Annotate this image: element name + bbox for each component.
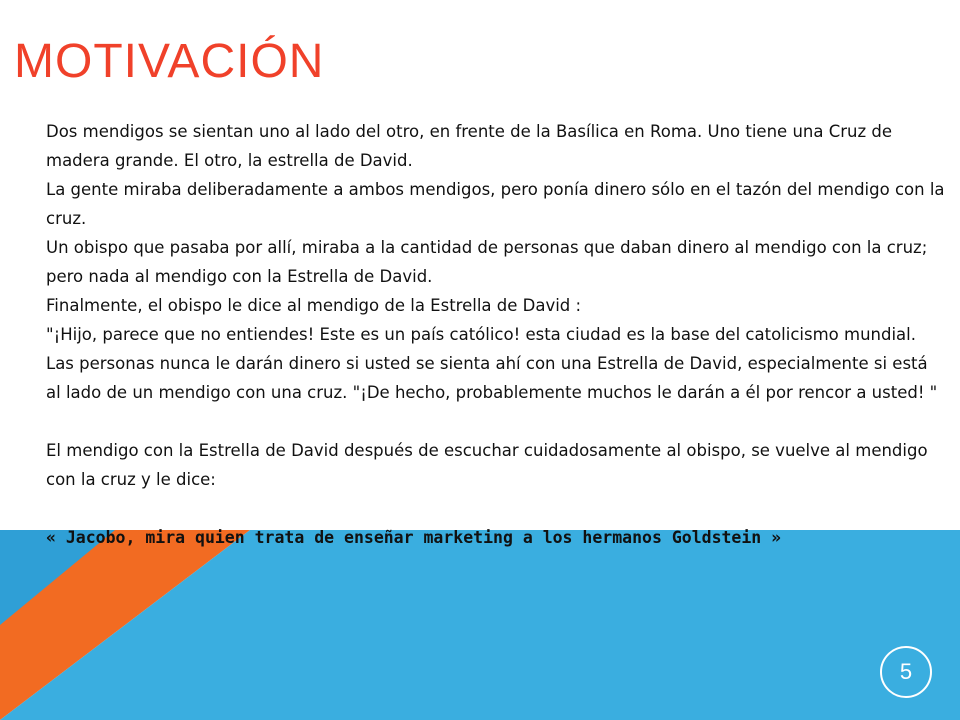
- paragraph-spacer: [46, 407, 946, 436]
- paragraph-1: Dos mendigos se sientan uno al lado del otro, en frente de la Basílica en Roma. Uno tiene una Cruz de madera grande. El otro, la estrella de David.: [46, 122, 893, 170]
- paragraph-2: La gente miraba deliberadamente a ambos mendigos, pero ponía dinero sólo en el tazón del mendigo con la cruz.: [46, 180, 945, 228]
- paragraph-7: El mendigo con la Estrella de David después de escuchar cuidadosamente al obispo, se vuelve al mendigo con la cruz y le dice:: [46, 441, 928, 489]
- paragraph-spacer: [46, 494, 946, 523]
- slide-body: [46, 117, 946, 552]
- punchline-quote: « Jacobo, mira quien trata de enseñar marketing a los hermanos Goldstein »: [46, 528, 782, 547]
- paragraph-4: Finalmente, el obispo le dice al mendigo de la Estrella de David :: [46, 296, 582, 315]
- page-number-badge: 5: [880, 646, 932, 698]
- paragraph-3: Un obispo que pasaba por allí, miraba a la cantidad de personas que daban dinero al mendigo con la cruz; pero nada al mendigo con la Estrella de David.: [46, 238, 928, 286]
- slide-title: MOTIVACIÓN: [14, 35, 325, 88]
- paragraph-5: "¡Hijo, parece que no entiendes! Este es un país católico! esta ciudad es la base del catolicismo mundial.: [46, 325, 916, 344]
- paragraph-6: Las personas nunca le darán dinero si usted se sienta ahí con una Estrella de David, especialmente si está al lado de un mendigo con una cruz. "¡De hecho, probablemente muchos le darán a él por rencor a usted! ": [46, 354, 938, 402]
